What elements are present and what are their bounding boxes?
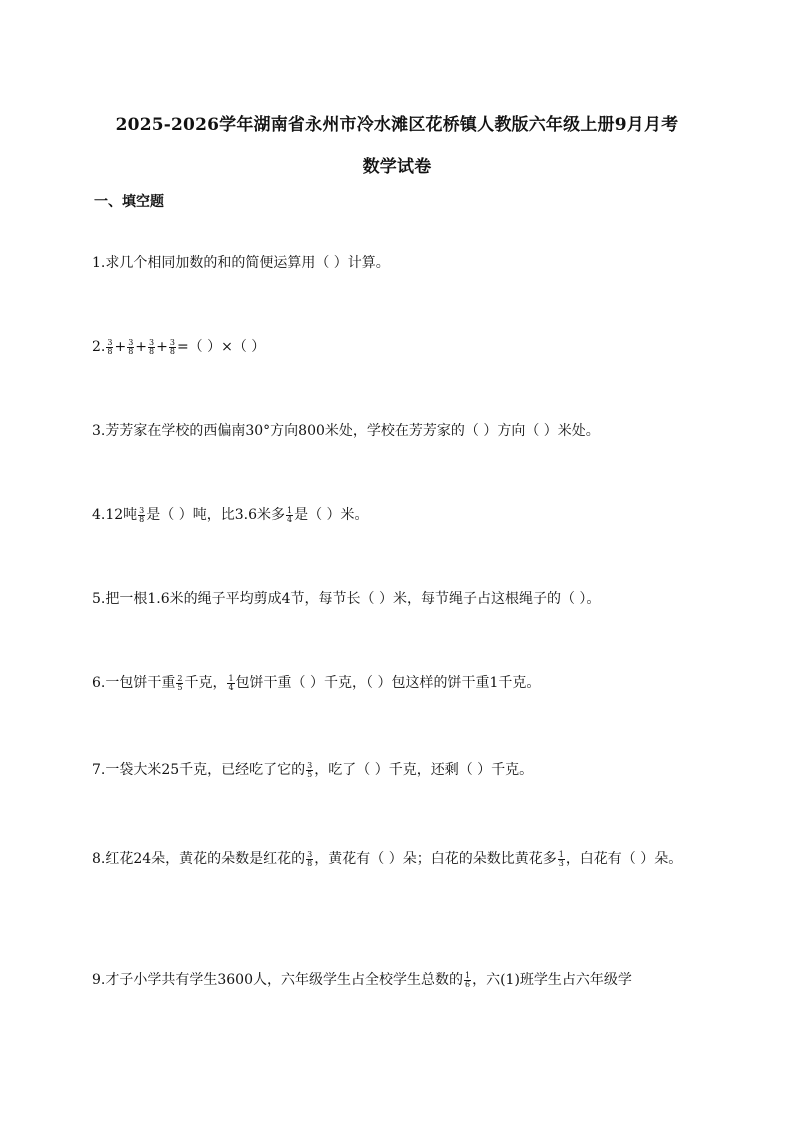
fraction: $\frac{3}{8}$ (107, 337, 113, 356)
fraction: $\frac{1}{3}$ (558, 849, 564, 868)
fraction: $\frac{3}{5}$ (307, 760, 313, 779)
fraction: $\frac{1}{4}$ (228, 673, 234, 692)
question-4: 4.12吨 $\frac{3}{8}$ 是（ ）吨，比3.6米多 $\frac{1}{4}$ 是（ ）米。 (92, 505, 369, 524)
question-2-number: 2. (92, 339, 106, 355)
fraction: $\frac{1}{4}$ (286, 505, 293, 524)
fraction: $\frac{2}{5}$ (177, 673, 183, 692)
question-6: 6.一包饼干重 $\frac{2}{5}$ 千克， $\frac{1}{4}$ 包饼干重（ ）千克，（ ）包这样的饼干重1千克。 (92, 673, 541, 692)
plus-sign: + (156, 339, 168, 355)
question-8: 8.红花24朵，黄花的朵数是红花的 $\frac{3}{8}$ ，黄花有（ ）朵；白花的朵数比黄花多 $\frac{1}{3}$ ，白花有（ ）朵。 (92, 849, 683, 868)
document-subtitle: 数学试卷 (362, 157, 432, 177)
question-5: 5.把一根1.6米的绳子平均剪成4节，每节长（ ）米，每节绳子占这根绳子的（ ）。 (92, 591, 601, 607)
fraction: $\frac{3}{8}$ (169, 337, 175, 356)
question-2 (92, 330, 704, 364)
plus-sign: + (114, 339, 127, 355)
section-heading-fill-in-blanks: 一、填空题 (94, 194, 164, 210)
fraction: $\frac{3}{8}$ (149, 337, 155, 356)
fraction: $\frac{3}{8}$ (128, 337, 134, 356)
question-7: 7.一袋大米25千克，已经吃了它的 $\frac{3}{5}$ ，吃了（ ）千克，还剩（ ）千克。 (92, 760, 534, 779)
plus-sign: + (135, 339, 148, 355)
question-3: 3.芳芳家在学校的西偏南30°方向800米处，学校在芳芳家的（ ）方向（ ）米处。 (92, 423, 600, 439)
fraction: $\frac{3}{8}$ (307, 849, 313, 868)
question-2-tail: =（ ）×（ ） (176, 339, 266, 355)
fraction: $\frac{1}{6}$ (465, 970, 471, 989)
fraction: $\frac{3}{8}$ (139, 505, 145, 524)
question-9: 9.才子小学共有学生3600人，六年级学生占全校学生总数的 $\frac{1}{6}$ ，六(1)班学生占六年级学 (92, 970, 632, 989)
question-1: 1.求几个相同加数的和的简便运算用（ ）计算。 (92, 255, 390, 271)
document-title: 2025-2026学年湖南省永州市冷水滩区花桥镇人教版六年级上册9月月考 (115, 115, 679, 135)
